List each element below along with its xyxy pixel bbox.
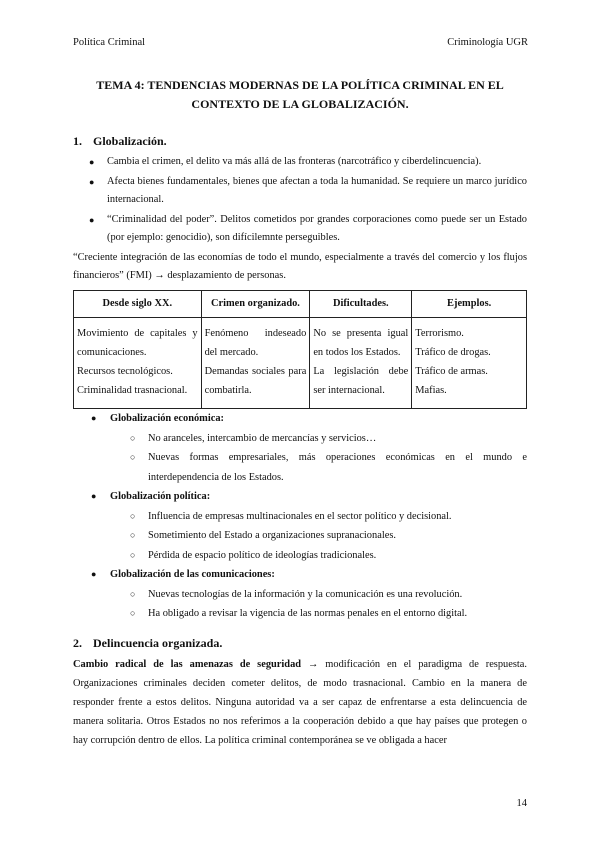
group-label: Globalización económica:	[110, 413, 224, 424]
bullet-icon: ●	[91, 491, 97, 501]
header-university: Criminología UGR	[447, 37, 528, 48]
chapter-title-line-1: TEMA 4: TENDENCIAS MODERNAS DE LA POLÍTICA CRIMINAL EN EL	[96, 78, 504, 92]
section-1-title: Globalización.	[93, 134, 167, 148]
list-item	[73, 211, 527, 247]
cell-line: Fenómeno indeseado del mercado.	[204, 328, 307, 358]
circle-bullet-icon: ○	[130, 510, 136, 521]
list-item	[128, 507, 527, 527]
circle-bullet-icon: ○	[130, 608, 136, 618]
table-cell-organized-crime	[201, 318, 310, 409]
cell-line: Mafias.	[415, 385, 447, 396]
list-item	[128, 448, 527, 487]
bullet-icon: ●	[89, 177, 95, 187]
list-item	[128, 546, 527, 566]
circle-bullet-icon: ○	[130, 452, 136, 462]
sub-item-text: Nuevas formas empresariales, más operaciones económicas en el mundo e interdependencia de los Estados.	[148, 452, 527, 483]
sub-item-text: No aranceles, intercambio de mercancías y servicios…	[148, 432, 377, 444]
sub-item-text: Pérdida de espacio político de ideologías tradicionales.	[148, 549, 377, 561]
sub-list	[110, 507, 527, 566]
table-header-cell: Crimen organizado.	[201, 291, 310, 318]
table-header-row	[74, 291, 527, 318]
table-row	[74, 318, 527, 409]
bullet-text: Cambia el crimen, el delito va más allá de las fronteras (narcotráfico y ciberdelincuencia).	[107, 156, 482, 167]
cell-line: Movimiento de capitales y comunicaciones.	[77, 328, 198, 358]
chapter-title-line-2: CONTEXTO DE LA GLOBALIZACIÓN.	[191, 97, 409, 111]
section-2-paragraph	[73, 655, 527, 751]
group-label: Globalización política:	[110, 491, 211, 502]
cell-line: Criminalidad trasnacional.	[77, 385, 188, 396]
list-item	[128, 604, 527, 624]
sub-list	[110, 429, 527, 488]
section-2-title: Delincuencia organizada.	[93, 635, 223, 650]
section-1-bullets	[73, 153, 527, 247]
section-2-number: 2.	[73, 635, 82, 650]
section-1-number: 1.	[73, 134, 82, 148]
list-item-political	[73, 487, 527, 565]
cell-line: Recursos tecnológicos.	[77, 366, 173, 377]
section-2-lead: Cambio radical de las amenazas de seguridad	[73, 658, 302, 670]
circle-bullet-icon: ○	[130, 530, 136, 540]
circle-bullet-icon: ○	[130, 588, 136, 599]
sub-item-text: Ha obligado a revisar la vigencia de las normas penales en el entorno digital.	[148, 608, 468, 619]
section-1-heading	[73, 134, 527, 149]
list-item	[128, 585, 527, 605]
list-item	[128, 526, 527, 546]
list-item	[73, 153, 527, 171]
cell-line: Demandas sociales para combatirla.	[204, 366, 307, 396]
globalization-types-list	[73, 409, 527, 624]
sub-list	[110, 585, 527, 624]
page-number: 14	[516, 798, 527, 809]
section-2-heading	[73, 636, 527, 651]
table-cell-examples	[412, 318, 527, 409]
bullet-icon: ●	[89, 215, 95, 225]
sub-item-text: Nuevas tecnologías de la información y la comunicación es una revolución.	[148, 588, 463, 600]
bullet-icon: ●	[91, 413, 97, 423]
list-item	[73, 173, 527, 209]
main-content	[73, 134, 527, 751]
list-item-communications	[73, 565, 527, 624]
cell-line: Terrorismo.	[415, 328, 464, 339]
bullet-icon: ●	[89, 157, 95, 167]
circle-bullet-icon: ○	[130, 549, 136, 560]
bullet-icon: ●	[91, 569, 97, 579]
cell-line: Tráfico de drogas.	[415, 347, 491, 358]
sub-item-text: Sometimiento del Estado a organizaciones supranacionales.	[148, 530, 396, 541]
section-2-body: → modificación en el paradigma de respuesta. Organizaciones criminales deciden cometer delitos, de modo trasnacional. Cambio en la manera de responder frente a estos delitos. Ninguna autoridad va a ser capaz de enfrentarse a esta delincuencia de manera solitaria. Otros Estados no nos referimos a la cooperación debido a que hay países que protegen o hay corrupción dentro de ellos. La política criminal contemporánea se ve obligada a hacer	[73, 658, 527, 747]
cell-line: No se presenta igual en todos los Estados.	[313, 328, 409, 358]
header-course: Política Criminal	[73, 37, 146, 48]
sub-item-text: Influencia de empresas multinacionales en el sector político y decisional.	[148, 510, 452, 522]
table-cell-difficulties	[310, 318, 412, 409]
chapter-title	[73, 76, 527, 114]
globalization-table	[73, 290, 527, 409]
circle-bullet-icon: ○	[130, 432, 136, 443]
table-header-cell: Dificultades.	[310, 291, 412, 318]
globalization-definition-quote: “Creciente integración de las economías de todo el mundo, especialmente a través del comercio y los flujos financieros” (FMI) → desplazamiento de personas.	[73, 252, 527, 281]
cell-line: Tráfico de armas.	[415, 366, 488, 377]
bullet-text: Afecta bienes fundamentales, bienes que afectan a toda la humanidad. Se requiere un marco jurídico internacional.	[107, 176, 527, 205]
group-label: Globalización de las comunicaciones:	[110, 569, 275, 580]
list-item	[128, 429, 527, 449]
table-header-cell: Ejemplos.	[412, 291, 527, 318]
table-cell-since-20th-century	[74, 318, 202, 409]
cell-line: La legislación debe ser internacional.	[313, 366, 409, 396]
table-header-cell: Desde siglo XX.	[74, 291, 202, 318]
list-item-economic	[73, 409, 527, 487]
bullet-text: “Criminalidad del poder”. Delitos cometidos por grandes corporaciones como puede ser un Estado (por ejemplo: genocidio), son difícilemnte perseguibles.	[107, 214, 527, 243]
